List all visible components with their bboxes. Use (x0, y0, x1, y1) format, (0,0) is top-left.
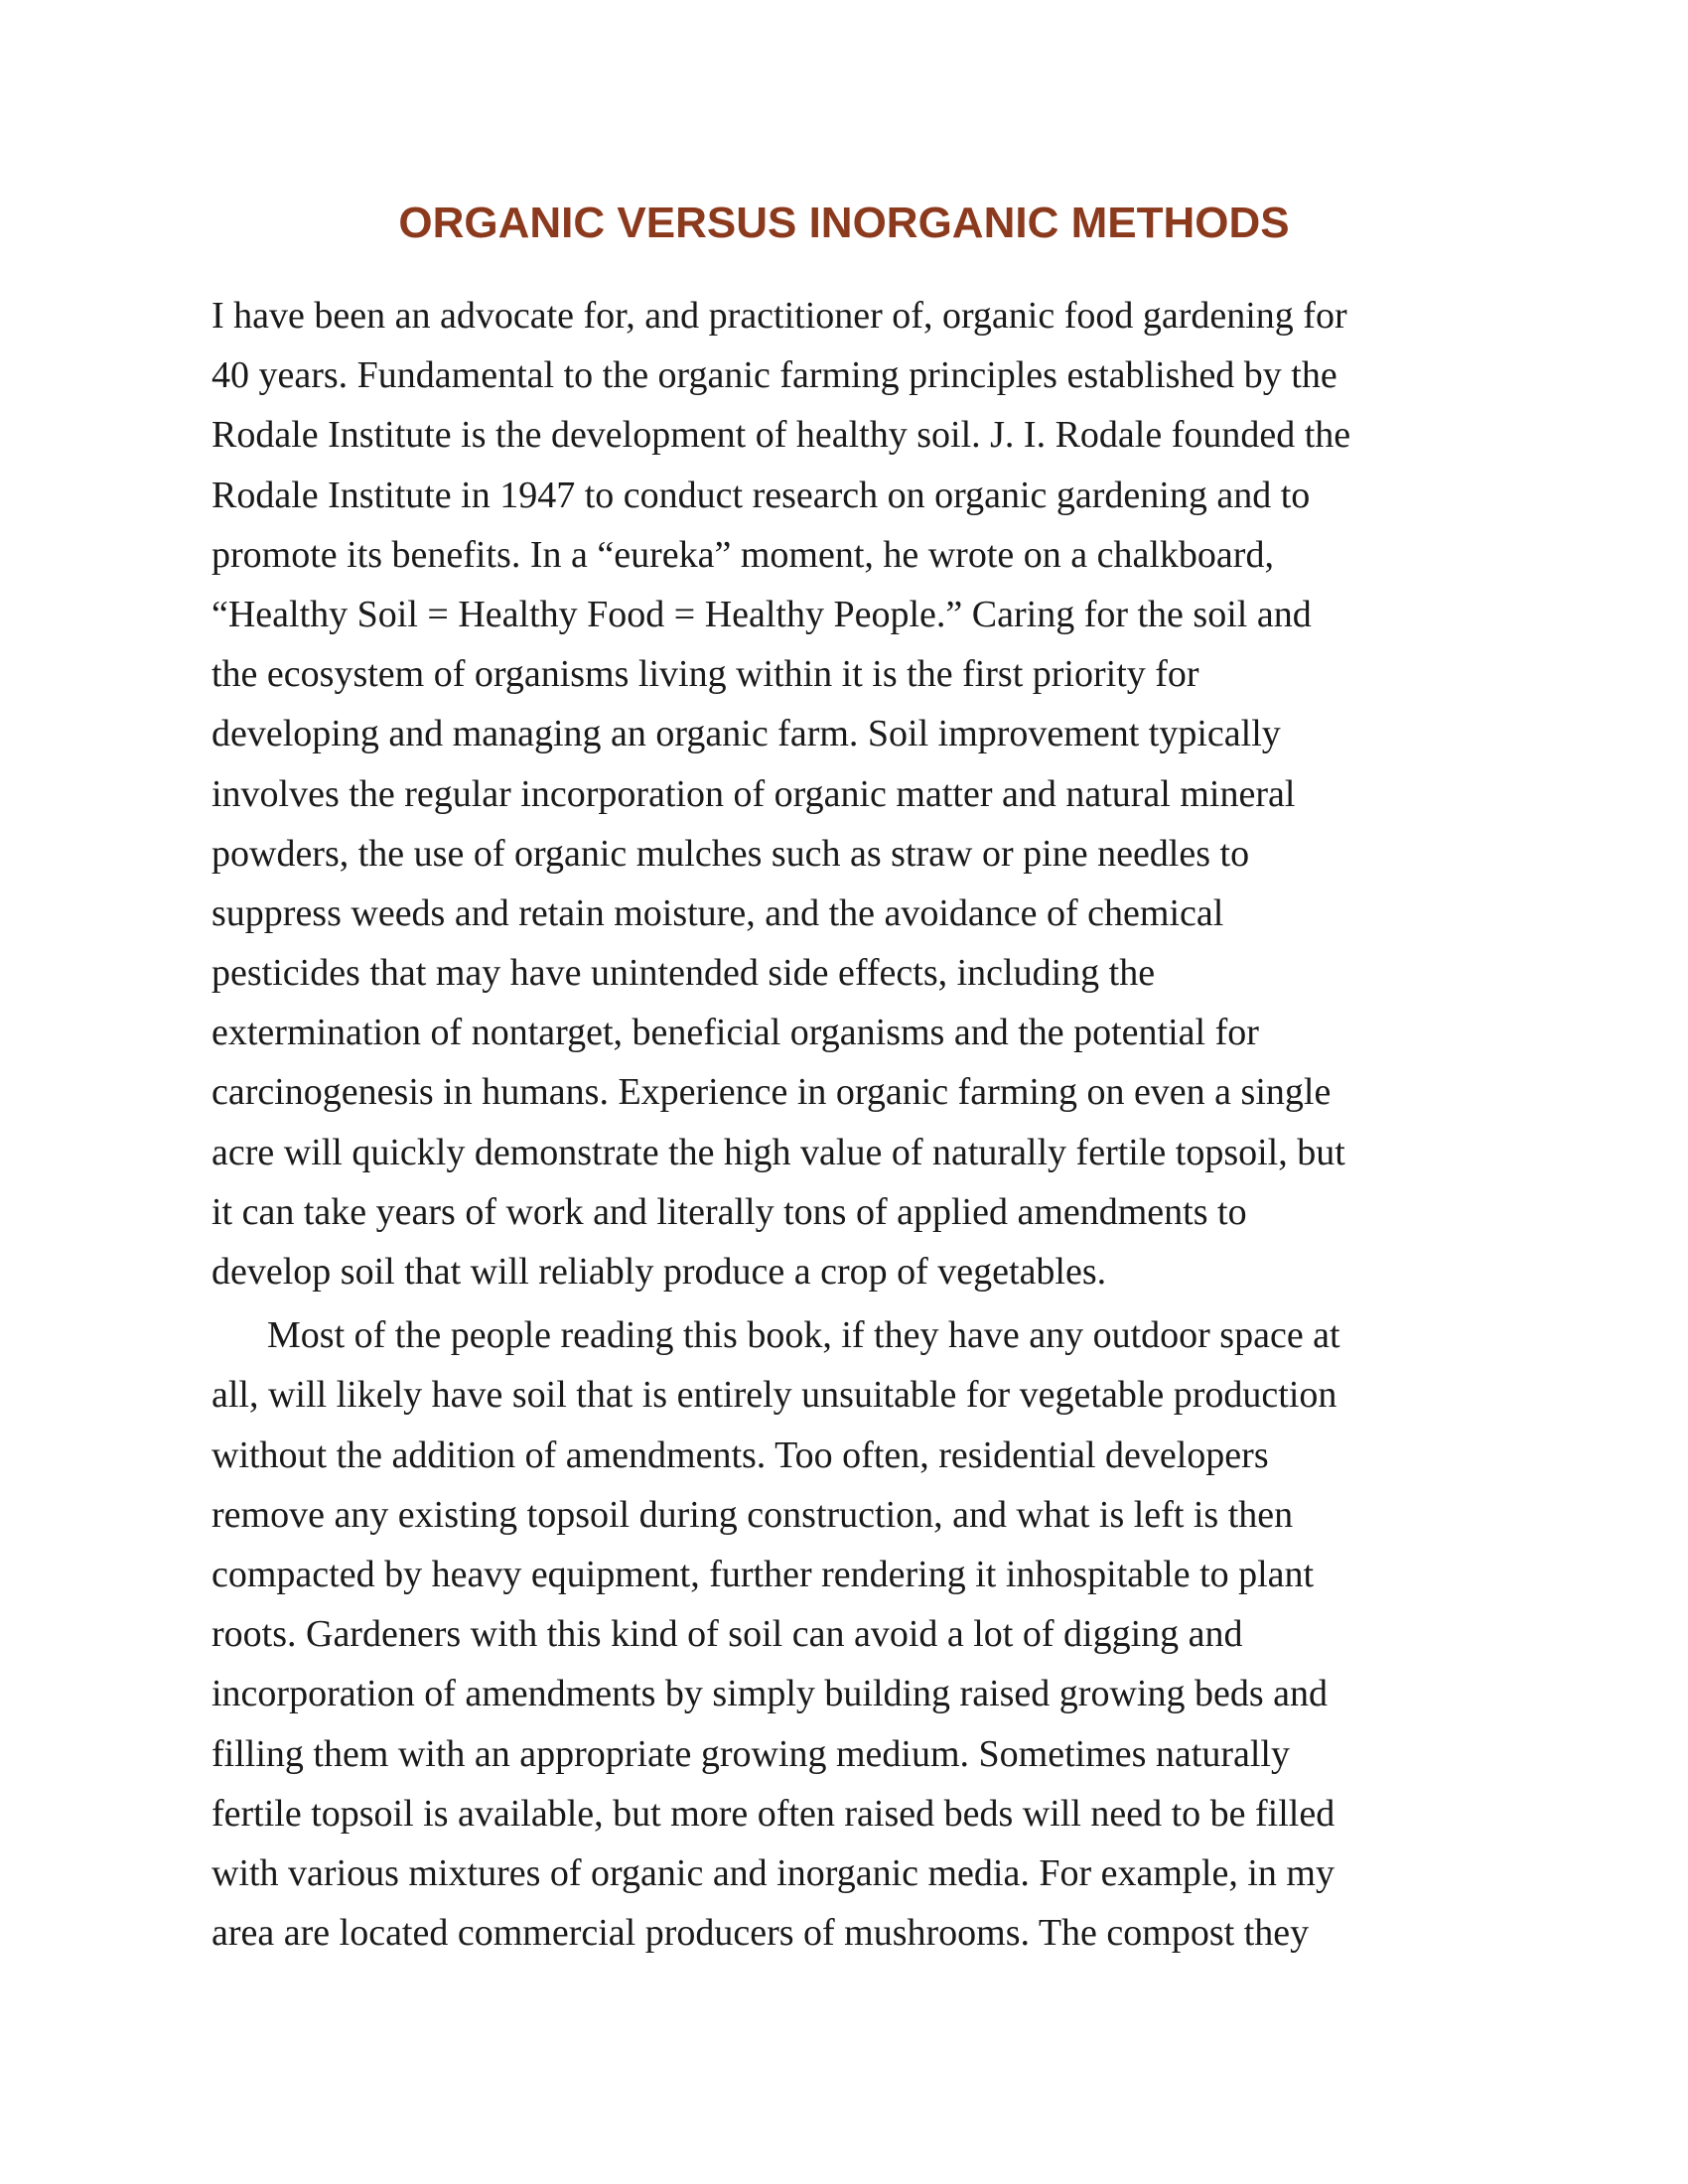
text-line: fertile topsoil is available, but more often raised beds will need to be filled (211, 1792, 1336, 1835)
text-line: with various mixtures of organic and inorganic media. For example, in my (211, 1851, 1335, 1894)
text-line: incorporation of amendments by simply building raised growing beds and (211, 1673, 1328, 1715)
text-line: compacted by heavy equipment, further rendering it inhospitable to plant (211, 1553, 1315, 1595)
text-line: “Healthy Soil = Healthy Food = Healthy People.” Caring for the soil and (211, 593, 1312, 635)
text-line: pesticides that may have unintended side effects, including the (211, 952, 1156, 995)
text-line: promote its benefits. In a “eureka” moment, he wrote on a chalkboard, (211, 533, 1274, 576)
text-line: acre will quickly demonstrate the high value of naturally fertile topsoil, but (211, 1131, 1345, 1173)
text-line: all, will likely have soil that is entirely unsuitable for vegetable production (211, 1374, 1337, 1417)
body-text (211, 286, 1502, 1963)
text-line: area are located commercial producers of mushrooms. The compost they (211, 1912, 1310, 1955)
text-line: developing and managing an organic farm. Soil improvement typically (211, 713, 1281, 755)
text-line: roots. Gardeners with this kind of soil can avoid a lot of digging and (211, 1613, 1243, 1656)
paragraph-2 (211, 1305, 1502, 1963)
text-line: suppress weeds and retain moisture, and the avoidance of chemical (211, 891, 1224, 934)
text-line: involves the regular incorporation of organic matter and natural mineral (211, 772, 1296, 815)
text-line: carcinogenesis in humans. Experience in organic farming on even a single (211, 1071, 1332, 1114)
page-title: ORGANIC VERSUS INORGANIC METHODS (398, 199, 1290, 247)
paragraph-1 (211, 286, 1502, 1301)
text-line: the ecosystem of organisms living within it is the first priority for (211, 653, 1199, 696)
text-line: I have been an advocate for, and practitioner of, organic food gardening for (211, 295, 1347, 337)
text-line: it can take years of work and literally tons of applied amendments to (211, 1190, 1247, 1233)
text-line: Rodale Institute in 1947 to conduct research on organic gardening and to (211, 474, 1311, 516)
text-line: develop soil that will reliably produce a crop of vegetables. (211, 1251, 1107, 1293)
text-line: filling them with an appropriate growing medium. Sometimes naturally (211, 1732, 1290, 1775)
text-line: powders, the use of organic mulches such as straw or pine needles to (211, 832, 1250, 875)
text-line: without the addition of amendments. Too often, residential developers (211, 1433, 1269, 1476)
text-line: Rodale Institute is the development of healthy soil. J. I. Rodale founded the (211, 414, 1351, 457)
text-line: remove any existing topsoil during construction, and what is left is then (211, 1493, 1294, 1536)
text-line: 40 years. Fundamental to the organic farming principles established by the (211, 354, 1337, 397)
text-line: Most of the people reading this book, if they have any outdoor space at (267, 1314, 1340, 1357)
text-line: extermination of nontarget, beneficial organisms and the potential for (211, 1012, 1259, 1054)
